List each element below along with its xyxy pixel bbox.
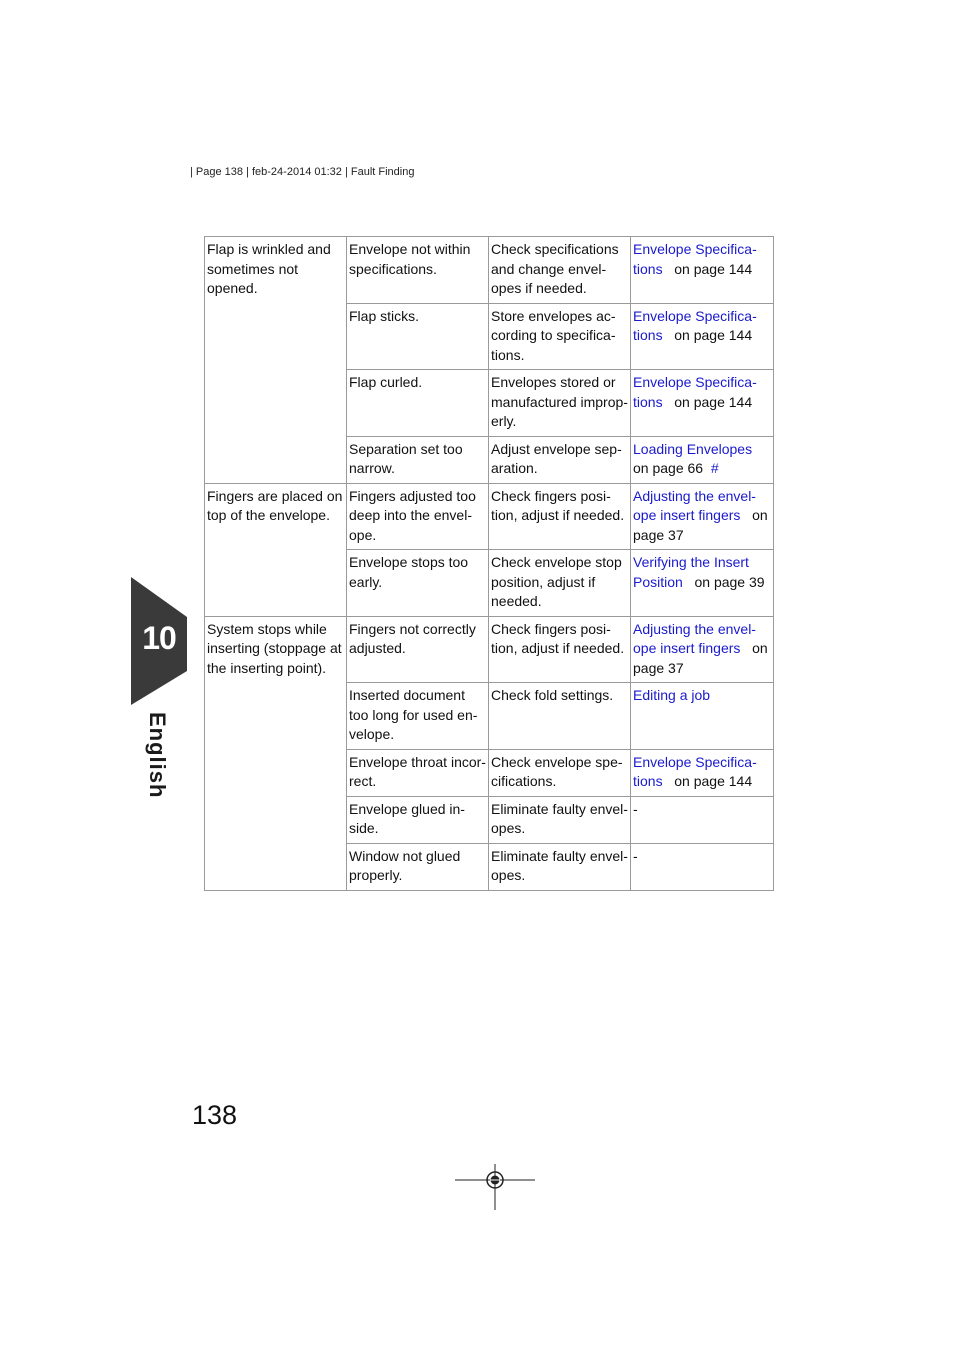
reference-link[interactable]: Adjusting the envel-ope insert fingers (633, 620, 756, 656)
cause-cell: Envelope not within specifications. (347, 237, 489, 304)
reference-link[interactable]: Envelope Specifica-tions (633, 241, 757, 277)
reference-page: - (633, 800, 638, 817)
reference-cell (631, 303, 774, 370)
action-cell: Eliminate faulty envel-opes. (489, 796, 631, 843)
reference-link[interactable]: Editing a job (633, 687, 711, 703)
reference-cell (631, 616, 774, 683)
action-cell: Check fingers posi-tion, adjust if needed. (489, 616, 631, 683)
action-cell: Check envelope stop position, adjust if needed. (489, 550, 631, 617)
reference-link[interactable]: Envelope Specifica-tions (633, 374, 757, 410)
reference-page: on page 144 (674, 327, 753, 343)
reference-link[interactable]: Envelope Specifica-tions (633, 307, 757, 343)
reference-page: on page 37 (633, 640, 768, 676)
table-row (205, 616, 774, 683)
action-cell: Check specifications and change envel-opes if needed. (489, 237, 631, 304)
reference-link[interactable]: Adjusting the envel-ope insert fingers (633, 487, 756, 523)
cause-cell: Window not glued properly. (347, 843, 489, 890)
action-cell: Store envelopes ac-cording to specifica-tions. (489, 303, 631, 370)
reference-cell (631, 483, 774, 550)
symptom-cell: Fingers are placed on top of the envelope. (205, 483, 347, 616)
reference-cell (631, 796, 774, 843)
cause-cell: Fingers not correctly adjusted. (347, 616, 489, 683)
fault-finding-table (204, 236, 774, 891)
reference-page: on page 39 (694, 573, 765, 590)
reference-cell (631, 749, 774, 796)
reference-page: on page 66 (633, 460, 704, 476)
cause-cell: Inserted document too long for used en-velope. (347, 683, 489, 750)
running-header: | Page 138 | feb-24-2014 01:32 | Fault Finding (190, 166, 415, 178)
action-cell: Eliminate faulty envel-opes. (489, 843, 631, 890)
action-cell: Envelopes stored or manufactured improp-erly. (489, 370, 631, 437)
reference-page: on page 37 (633, 507, 768, 543)
reference-cell (631, 550, 774, 617)
reference-link[interactable]: Envelope Specifica-tions (633, 753, 757, 789)
reference-cell (631, 237, 774, 304)
fault-table-body (205, 237, 774, 891)
action-cell: Check fingers posi-tion, adjust if needed. (489, 483, 631, 550)
cause-cell: Flap curled. (347, 370, 489, 437)
action-cell: Adjust envelope sep-aration. (489, 436, 631, 483)
cause-cell: Envelope throat incor-rect. (347, 749, 489, 796)
cause-cell: Separation set too narrow. (347, 436, 489, 483)
chapter-number: 10 (142, 620, 176, 656)
symptom-cell: System stops while inserting (stoppage at the inserting point). (205, 616, 347, 890)
reference-cell (631, 370, 774, 437)
table-row (205, 483, 774, 550)
page-number: 138 (192, 1100, 238, 1130)
reference-page: on page 144 (674, 773, 753, 789)
reference-page: on page 144 (674, 393, 753, 410)
reference-link[interactable]: Verifying the Insert Position (633, 554, 749, 590)
reference-page: on page 144 (674, 260, 753, 277)
reference-hash-link[interactable]: # (710, 460, 719, 476)
action-cell: Check envelope spe-cifications. (489, 749, 631, 796)
reference-cell (631, 843, 774, 890)
action-cell: Check fold settings. (489, 683, 631, 750)
reference-cell (631, 436, 774, 483)
reference-link[interactable]: Loading Envelopes (633, 440, 753, 457)
registration-mark-icon (455, 1160, 535, 1217)
cause-cell: Envelope glued in-side. (347, 796, 489, 843)
table-row (205, 237, 774, 304)
reference-page: - (633, 847, 638, 864)
language-label: English (145, 712, 170, 799)
cause-cell: Envelope stops too early. (347, 550, 489, 617)
symptom-cell: Flap is wrinkled and sometimes not opened. (205, 237, 347, 484)
reference-cell (631, 683, 774, 750)
cause-cell: Flap sticks. (347, 303, 489, 370)
cause-cell: Fingers adjusted too deep into the envel-ope. (347, 483, 489, 550)
